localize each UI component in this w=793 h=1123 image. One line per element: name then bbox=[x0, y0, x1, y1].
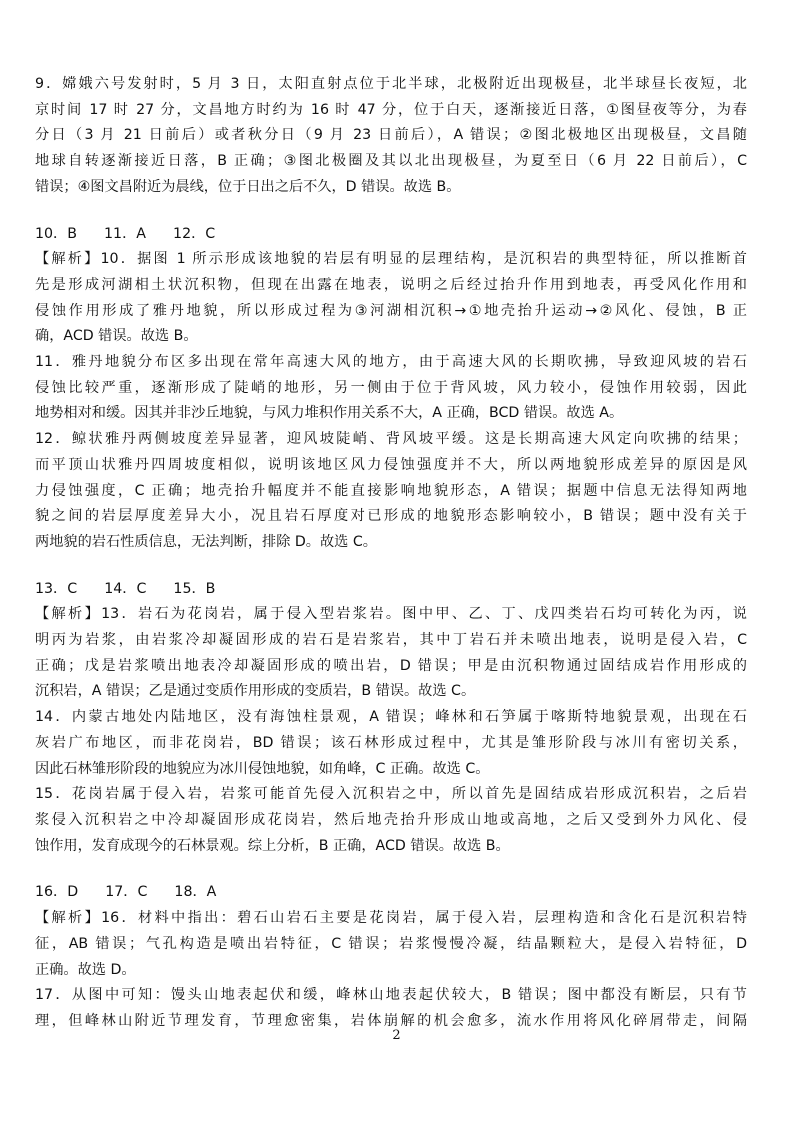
text-line: 分日（3 月 21 日前后）或者秋分日（9 月 23 日前后），A 错误；②图北极地区出现极昼，文昌随 bbox=[35, 127, 747, 144]
text-line: 【解析】10．据图 1 所示形成该地貌的岩层有明显的层理结构，是沉积岩的典型特征，所以推断首 bbox=[35, 251, 747, 268]
answer-key-line: 16．D 17．C 18．A bbox=[35, 884, 217, 901]
text-line: 15．花岗岩属于侵入岩，岩浆可能首先侵入沉积岩之中，所以首先是固结成岩形成沉积岩，之后岩 bbox=[35, 786, 747, 803]
text-line: 正确。故选 D。 bbox=[35, 961, 136, 978]
questions-10-12-block bbox=[35, 222, 747, 556]
text-line: 明丙为岩浆，由岩浆冷却凝固形成的岩石是岩浆岩，其中丁岩石并未喷出地表，说明是侵入岩，C bbox=[35, 632, 747, 649]
text-line: 沉积岩，A 错误；乙是通过变质作用形成的变质岩，B 错误。故选 C。 bbox=[35, 683, 476, 700]
text-line: 侵蚀比较严重，逐渐形成了陡峭的地形，另一侧由于位于背风坡，风力较小，侵蚀作用较弱，因此 bbox=[35, 379, 747, 396]
text-line: 侵蚀作用形成了雅丹地貌，所以形成过程为③河湖相沉积→①地壳抬升运动→②风化、侵蚀，B 正 bbox=[35, 302, 747, 319]
text-line: 而平顶山状雅丹四周坡度相似，说明该地区风力侵蚀强度并不大，所以两地貌形成差异的原因是风 bbox=[35, 456, 747, 473]
text-line: 蚀作用，发育成现今的石林景观。综上分析，B 正确，ACD 错误。故选 B。 bbox=[35, 837, 510, 854]
text-line: 貌之间的岩层厚度差异大小，况且岩石厚度对已形成的地貌形态影响较小，B 错误；题中没有关于 bbox=[35, 508, 747, 525]
text-line: 京时间 17 时 27 分，文昌地方时约为 16 时 47 分，位于白天，逐渐接近日落，①图昼夜等分，为春 bbox=[35, 101, 747, 118]
text-line: 先是形成河湖相土状沉积物，但现在出露在地表，说明之后经过抬升作用到地表，再受风化作用和 bbox=[35, 276, 747, 293]
text-line: 14．内蒙古地处内陆地区，没有海蚀柱景观，A 错误；峰林和石笋属于喀斯特地貌景观，出现在石 bbox=[35, 709, 747, 726]
answer-key-line: 10．B 11．A 12．C bbox=[35, 225, 216, 242]
text-line: 确，ACD 错误。故选 B。 bbox=[35, 328, 198, 345]
text-line: 12．鲸状雅丹两侧坡度差异显著，迎风坡陡峭、背风坡平缓。这是长期高速大风定向吹拂的结果； bbox=[35, 431, 747, 448]
page-number: 2 bbox=[392, 1028, 401, 1043]
text-line: 错误；④图文昌附近为晨线，位于日出之后不久，D 错误。故选 B。 bbox=[35, 178, 461, 195]
text-line: 力侵蚀强度，C 正确；地壳抬升幅度并不能直接影响地貌形态，A 错误；据题中信息无法得知两地 bbox=[35, 482, 747, 499]
document-page bbox=[35, 72, 747, 1035]
text-line: 【解析】16．材料中指出：碧石山岩石主要是花岗岩，属于侵入岩，层理构造和含化石是沉积岩特 bbox=[35, 910, 747, 927]
text-line: 灰岩广布地区，而非花岗岩，BD 错误；该石林形成过程中，尤其是雏形阶段与冰川有密切关系， bbox=[35, 734, 747, 751]
answer-key-line: 13．C 14．C 15．B bbox=[35, 580, 216, 597]
questions-16-18-block bbox=[35, 880, 747, 1034]
text-line: 因此石林雏形阶段的地貌应为冰川侵蚀地貌，如角峰，C 正确。故选 C。 bbox=[35, 760, 490, 777]
text-line: 11．雅丹地貌分布区多出现在常年高速大风的地方，由于高速大风的长期吹拂，导致迎风坡的岩石 bbox=[35, 354, 747, 371]
text-line: 征，AB 错误；气孔构造是喷出岩特征，C 错误；岩浆慢慢冷凝，结晶颗粒大，是侵入岩特征，D bbox=[35, 935, 747, 952]
text-line: 9．嫦娥六号发射时，5 月 3 日，太阳直射点位于北半球，北极附近出现极昼，北半球昼长夜短，北 bbox=[35, 76, 747, 92]
text-line: 两地貌的岩石性质信息，无法判断，排除 D。故选 C。 bbox=[35, 533, 377, 550]
text-line: 地球自转逐渐接近日落，B 正确；③图北极圈及其以北出现极昼，为夏至日（6 月 22 日前后），C bbox=[35, 153, 747, 170]
questions-13-15-block bbox=[35, 577, 747, 860]
question-9-explanation bbox=[35, 72, 747, 201]
text-line: 正确；戊是岩浆喷出地表冷却凝固形成的喷出岩，D 错误；甲是由沉积物通过固结成岩作用形成的 bbox=[35, 657, 747, 674]
text-line: 理，但峰林山附近节理发育，节理愈密集，岩体崩解的机会愈多，流水作用将风化碎屑带走，间隔 bbox=[35, 1012, 747, 1029]
text-line: 浆侵入沉积岩之中冷却凝固形成花岗岩，然后地壳抬升形成山地或高地，之后又受到外力风化、侵 bbox=[35, 811, 747, 828]
text-line: 地势相对和缓。因其并非沙丘地貌，与风力堆积作用关系不大，A 正确，BCD 错误。故选 A。 bbox=[35, 405, 624, 422]
text-line: 【解析】13．岩石为花岗岩，属于侵入型岩浆岩。图中甲、乙、丁、戊四类岩石均可转化为丙，说 bbox=[35, 606, 747, 623]
text-line: 17．从图中可知：馒头山地表起伏和缓，峰林山地表起伏较大，B 错误；图中都没有断层，只有节 bbox=[35, 987, 747, 1004]
